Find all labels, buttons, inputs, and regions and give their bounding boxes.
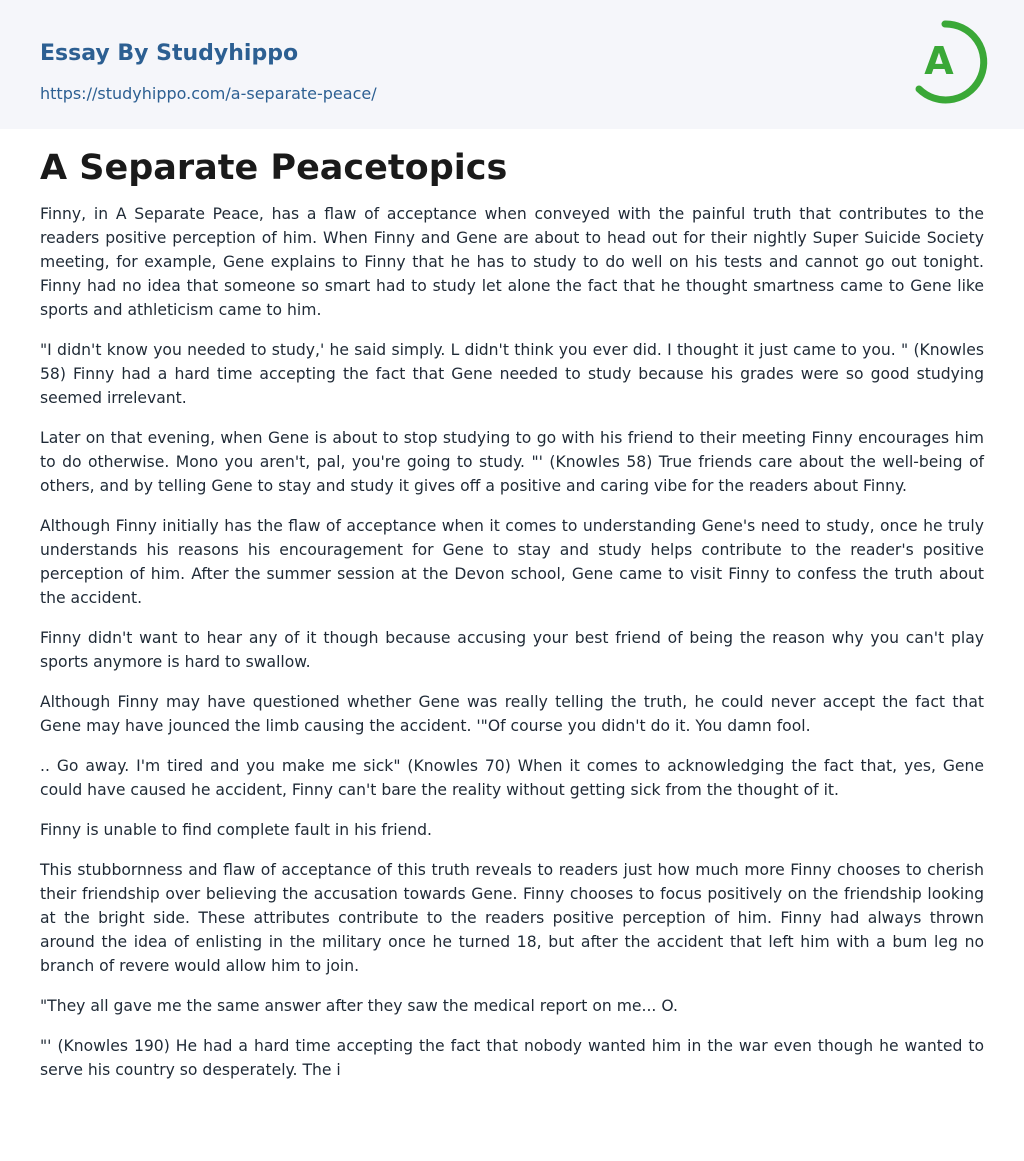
article-paragraph: "I didn't know you needed to study,' he said simply. L didn't think you ever did. I thought it just came to you. " (Knowles 58) Finny had a hard time accepting the fact that Gene needed to study because his grades were so good studying seemed irrelevant. (40, 341, 984, 407)
article-paragraph: Finny is unable to find complete fault in his friend. (40, 821, 432, 839)
studyhippo-logo-icon[interactable] (908, 18, 988, 106)
article-paragraph: Finny didn't want to hear any of it though because accusing your best friend of being the reason why you can't play sports anymore is hard to swallow. (40, 629, 984, 671)
logo-letter: A (924, 39, 954, 83)
source-url-link[interactable]: https://studyhippo.com/a-separate-peace/ (40, 84, 377, 103)
article-paragraph: Later on that evening, when Gene is about to stop studying to go with his friend to their meeting Finny encourages him to do otherwise. Mono you aren't, pal, you're going to study. "' (Knowles 58) True friends care about the well-being of others, and by telling Gene to stay and study it gives off a positive and caring vibe for the readers about Finny. (40, 429, 984, 495)
article-paragraph: "' (Knowles 190) He had a hard time accepting the fact that nobody wanted him in the war even though he wanted to serve his country so desperately. The i (40, 1037, 984, 1079)
page-header (0, 0, 1024, 129)
article (40, 146, 984, 1098)
article-paragraph: "They all gave me the same answer after they saw the medical report on me... O. (40, 997, 678, 1015)
site-brand[interactable]: Essay By Studyhippo (40, 41, 299, 66)
article-paragraph: Although Finny initially has the flaw of acceptance when it comes to understanding Gene's need to study, once he truly understands his reasons his encouragement for Gene to stay and study helps contribute to the reader's positive perception of him. After the summer session at the Devon school, Gene came to visit Finny to confess the truth about the accident. (40, 517, 984, 607)
article-paragraph: This stubbornness and flaw of acceptance of this truth reveals to readers just how much more Finny chooses to cherish their friendship over believing the accusation towards Gene. Finny chooses to focus positively on the friendship looking at the bright side. These attributes contribute to the readers positive perception of him. Finny had always thrown around the idea of enlisting in the military once he turned 18, but after the accident that left him with a bum leg no branch of revere would allow him to join. (40, 861, 984, 975)
article-paragraph: .. Go away. I'm tired and you make me sick" (Knowles 70) When it comes to acknowledging the fact that, yes, Gene could have caused he accident, Finny can't bare the reality without getting sick from the thought of it. (40, 757, 984, 799)
article-paragraph: Finny, in A Separate Peace, has a flaw of acceptance when conveyed with the painful truth that contributes to the readers positive perception of him. When Finny and Gene are about to head out for their nightly Super Suicide Society meeting, for example, Gene explains to Finny that he has to study to do well on his tests and cannot go out tonight. Finny had no idea that someone so smart had to study let alone the fact that he thought smartness came to Gene like sports and athleticism came to him. (40, 205, 984, 319)
page-title: A Separate Peacetopics (40, 148, 508, 188)
article-paragraph: Although Finny may have questioned whether Gene was really telling the truth, he could never accept the fact that Gene may have jounced the limb causing the accident. '"Of course you didn't do it. You damn fool. (40, 693, 984, 735)
